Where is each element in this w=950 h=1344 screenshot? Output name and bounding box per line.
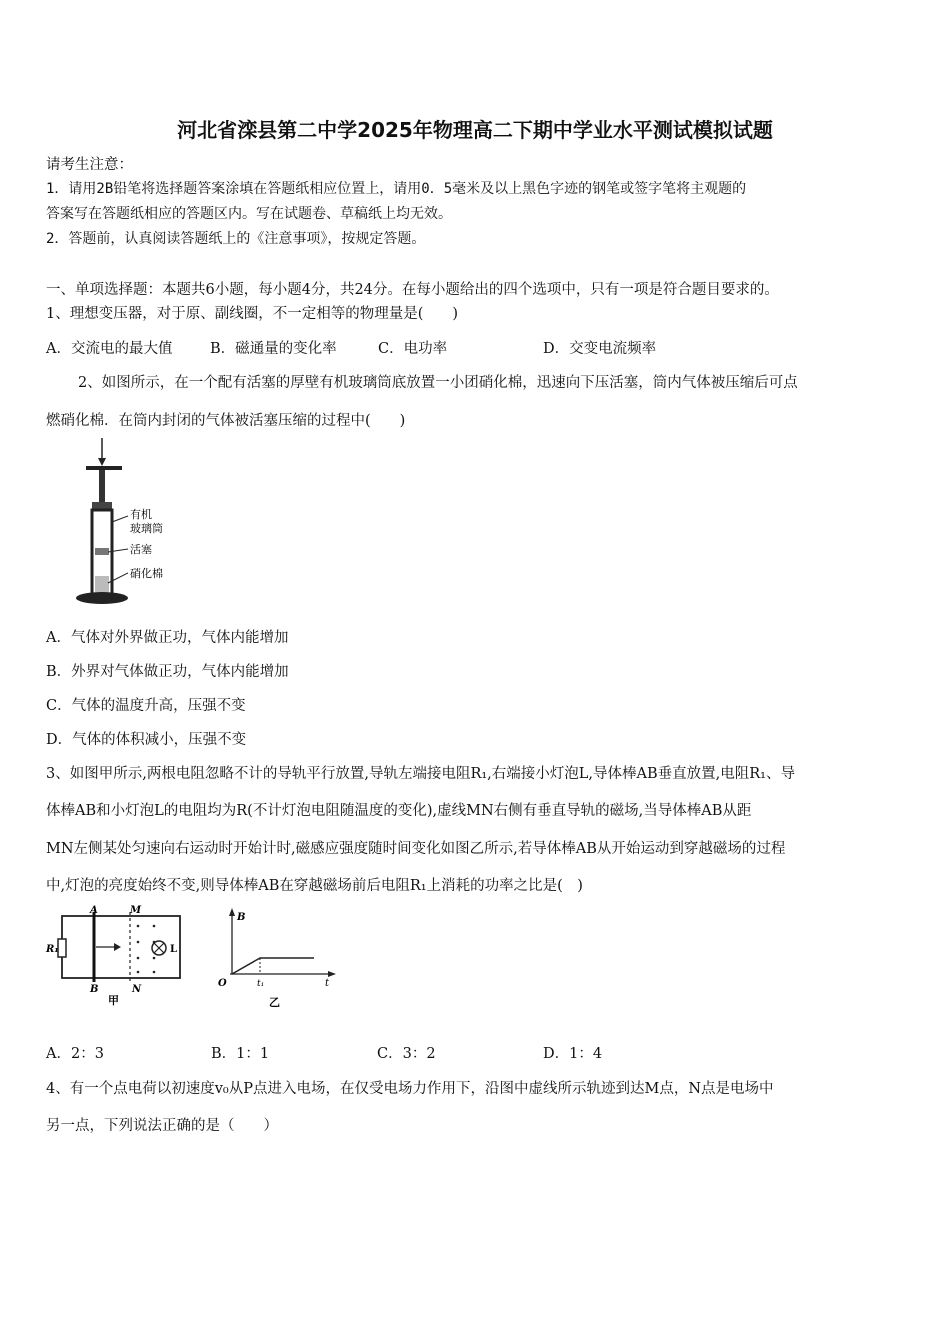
q3-fig1-label-r1: R₁ [46,944,59,955]
q3-option-a: A．2：3 [46,1046,104,1062]
q2-figure-label-piston: 活塞 [130,543,152,556]
q2-figure-label-glass-tube: 玻璃筒 [130,522,163,535]
q3-figure-yi-graph [212,906,338,1012]
q3-fig1-caption: 甲 [108,994,119,1007]
q2-option-a: A．气体对外界做正功，气体内能增加 [46,630,289,646]
notice-item-1a: 1．请用2B铅笔将选择题答案涂填在答题纸相应位置上，请用0．5毫米及以上黑色字迹的钢笔或签字笔将主观题的 [46,181,747,197]
q2-figure-label-organic: 有机 [130,508,152,521]
q2-stem-line2: 燃硝化棉．在筒内封闭的气体被活塞压缩的过程中( ) [46,413,406,429]
q2-stem-line1: 2、如图所示，在一个配有活塞的厚壁有机玻璃筒底放置一小团硝化棉，迅速向下压活塞，筒内气体被压缩后可点 [78,375,798,391]
q3-fig1-label-m: M [130,905,142,916]
q1-option-c: C．电功率 [378,341,448,357]
q2-figure-label-nitrocotton: 硝化棉 [130,567,163,580]
q1-option-d: D．交变电流频率 [543,341,657,357]
q3-fig1-label-b: B [90,984,99,995]
q3-stem-line2: 体棒AB和小灯泡L的电阻均为R(不计灯泡电阻随温度的变化),虚线MN右侧有垂直导轨的磁场,当导体棒AB从距 [46,803,752,819]
q1-stem: 1、理想变压器，对于原、副线圈，不一定相等的物理量是( ) [46,306,459,322]
q3-option-c: C．3：2 [377,1046,436,1062]
q1-option-a: A．交流电的最大值 [46,341,173,357]
q4-stem-line2: 另一点，下列说法正确的是（ ） [46,1118,278,1134]
section-heading: 一、单项选择题：本题共6小题，每小题4分，共24分。在每小题给出的四个选项中，只有一项是符合题目要求的。 [46,282,779,298]
q3-stem-line4: 中,灯泡的亮度始终不变,则导体棒AB在穿越磁场前后电阻R₁上消耗的功率之比是( ) [46,878,583,894]
q3-fig2-label-t1: t₁ [257,979,265,989]
page-title: 河北省滦县第二中学2025年物理高二下期中学业水平测试模拟试题 [177,118,773,142]
q3-figure-jia-circuit [44,902,194,1010]
q2-option-c: C．气体的温度升高，压强不变 [46,698,246,714]
q3-fig2-caption: 乙 [269,996,280,1009]
q3-option-b: B．1：1 [211,1046,270,1062]
q3-fig1-label-l: L [170,944,178,955]
q1-option-b: B．磁通量的变化率 [210,341,337,357]
q3-fig2-label-b: B [237,912,246,923]
q3-stem-line1: 3、如图甲所示,两根电阻忽略不计的导轨平行放置,导轨左端接电阻R₁,右端接小灯泡L,导体棒AB垂直放置,电阻R₁、导 [46,766,795,782]
q3-fig2-label-t: t [325,978,330,989]
notice-item-2: 2．答题前，认真阅读答题纸上的《注意事项》，按规定答题。 [46,231,426,247]
q3-option-d: D．1：4 [543,1046,603,1062]
q3-stem-line3: MN左侧某处匀速向右运动时开始计时,磁感应强度随时间变化如图乙所示,若导体棒AB从开始运动到穿越磁场的过程 [46,841,786,857]
q3-fig2-label-o: O [218,978,227,989]
notice-item-1b: 答案写在答题纸相应的答题区内。写在试题卷、草稿纸上均无效。 [46,206,452,222]
notice-heading: 请考生注意： [46,157,133,173]
q2-figure-glass-cylinder [70,436,190,606]
q3-fig1-label-a: A [90,905,98,916]
q2-option-b: B．外界对气体做正功，气体内能增加 [46,664,289,680]
q4-stem-line1: 4、有一个点电荷以初速度v₀从P点进入电场，在仅受电场力作用下，沿图中虚线所示轨迹到达M点，N点是电场中 [46,1081,774,1097]
q2-option-d: D．气体的体积减小，压强不变 [46,732,247,748]
q3-fig1-label-n: N [132,984,142,995]
